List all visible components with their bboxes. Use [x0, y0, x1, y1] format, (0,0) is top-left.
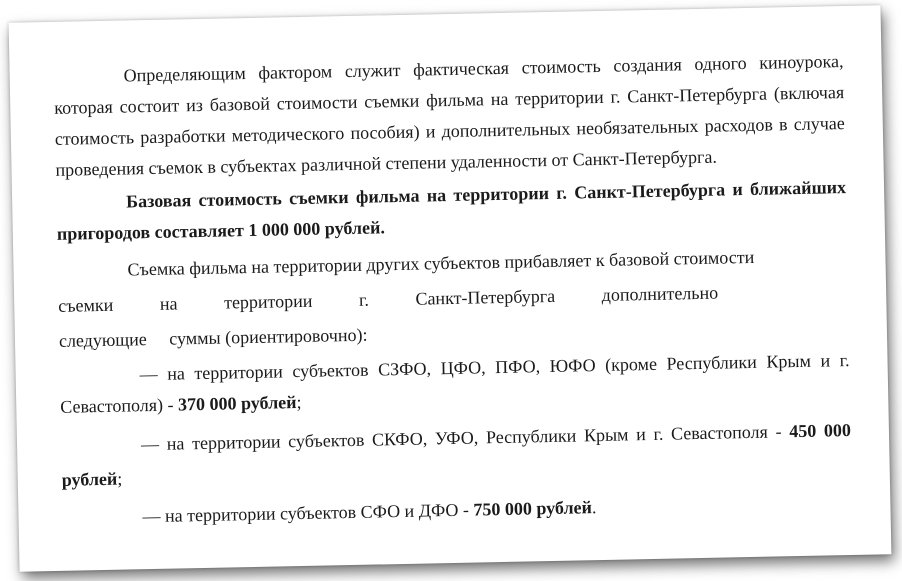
- word: Санкт-Петербурга: [415, 285, 556, 309]
- list-item-amount: 750 000 рублей: [473, 497, 593, 520]
- list-item-amount: 450 000 рублей: [61, 419, 852, 490]
- word: на: [159, 293, 178, 314]
- word: следующие: [58, 329, 147, 351]
- word: г.: [358, 289, 370, 310]
- paragraph-base-cost: Базовая стоимость съемки фильма на территории г. Санкт-Петербурга и ближайших пригородов составляет 1 000 000 рублей.: [56, 177, 847, 244]
- list-item-text: — на территории субъектов СФО и ДФО -: [142, 499, 474, 527]
- document-page: [9, 5, 892, 571]
- word: съемки: [58, 294, 114, 316]
- paragraph-cost-factors: Определяющим фактором служит фактическая стоимость создания одного киноурока, которая состоит из базовой стоимости съемки фильма на территории г. Санкт-Петербурга (включая стоимость разработки методического пособия) и дополнительных необязательных расходов в случае проведения съемок в субъектах различной степени удаленности от Санкт-Петербурга.: [54, 51, 845, 180]
- list-item-amount: 370 000 рублей: [177, 392, 297, 415]
- word: территории: [223, 290, 313, 313]
- document-body: [53, 46, 852, 534]
- list-item-szfo: [59, 345, 850, 423]
- list-item-punct: ;: [296, 392, 302, 413]
- word: дополнительно: [601, 282, 719, 305]
- list-item-punct: .: [591, 497, 597, 518]
- list-item-skfo: [61, 413, 852, 497]
- paragraph-other-regions: [57, 240, 849, 357]
- list-item-text: — на территории субъектов СЗФО, ЦФО, ПФО, ЮФО (кроме Республики Крым и г. Севастополя) -: [60, 349, 850, 417]
- word: суммы (ориентировочно):: [169, 324, 368, 349]
- list-item-text: — на территории субъектов СКФО, УФО, Республики Крым и г. Севастополя -: [140, 421, 790, 455]
- list-item-punct: ;: [117, 468, 123, 489]
- paragraph-other-regions-line1: Съемка фильма на территории других субъектов прибавляет к базовой стоимости: [127, 246, 755, 280]
